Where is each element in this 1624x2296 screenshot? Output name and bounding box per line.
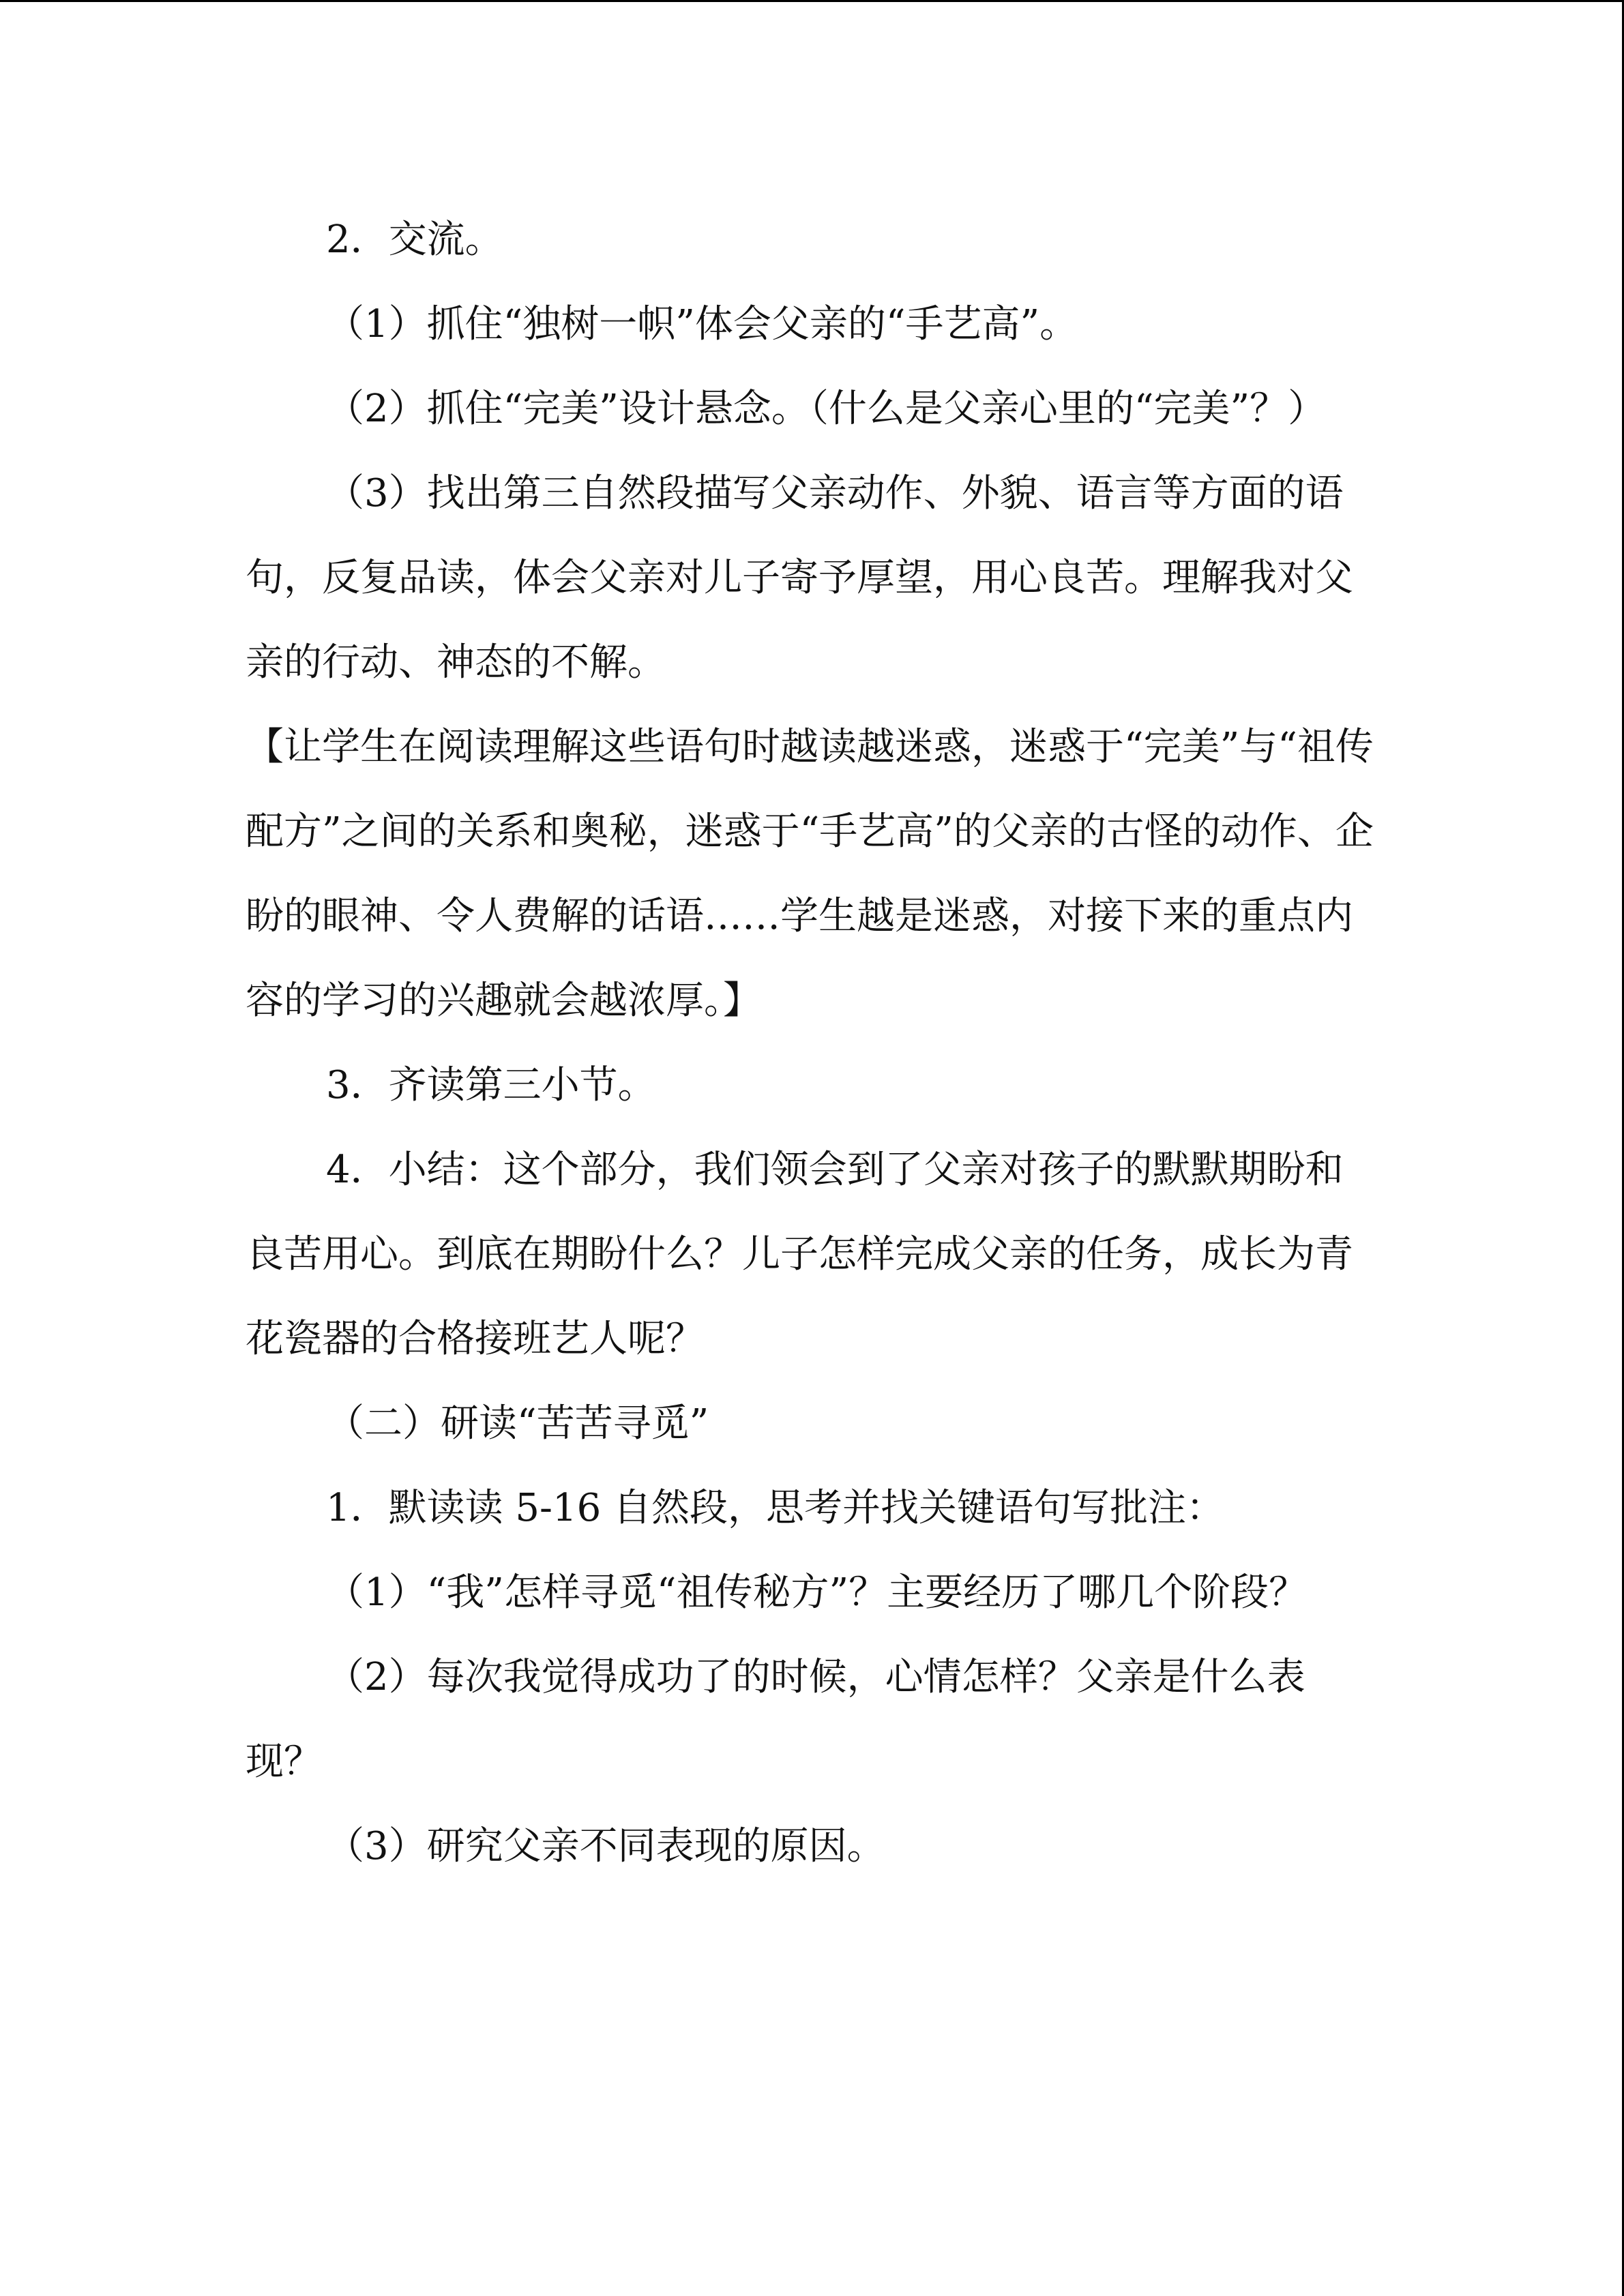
question-1: （1）“我”怎样寻觅“祖传秘方”？主要经历了哪几个阶段？ [326,1570,1308,1615]
question-2: （2）每次我觉得成功了的时候，心情怎样？父亲是什么表现？ [246,1655,1305,1784]
page-top-border [0,0,1624,2]
paragraph-read-aloud: 3．齐读第三小节。 [326,1063,656,1107]
paragraph-exchange: 2．交流。 [326,218,503,262]
paragraph-silent-reading: 1．默读读 5-16 自然段，思考并找关键语句写批注： [326,1486,1225,1530]
document-body [246,198,1378,1889]
paragraph-point-3: （3）找出第三自然段描写父亲动作、外貌、语言等方面的语句，反复品读，体会父亲对儿子寄予厚望，用心良苦。理解我对父亲的行动、神态的不解。 [246,471,1353,685]
paragraph-point-2: （2）抓住“完美”设计悬念。（什么是父亲心里的“完美”？） [326,387,1327,431]
paragraph-point-1: （1）抓住“独树一帜”体会父亲的“手艺高”。 [326,302,1078,346]
paragraph-summary: 4．小结：这个部分，我们领会到了父亲对孩子的默默期盼和良苦用心。到底在期盼什么？儿子怎样完成父亲的任务，成长为青花瓷器的合格接班艺人呢？ [246,1148,1353,1361]
paragraph-teaching-note: 【让学生在阅读理解这些语句时越读越迷惑，迷惑于“完美”与“祖传配方”之间的关系和奥秘，迷惑于“手艺高”的父亲的古怪的动作、企盼的眼神、令人费解的话语……学生越是迷惑，对接下来的重点内容的学习的兴趣就会越浓厚。】 [246,725,1374,1023]
section-heading: （二）研读“苦苦寻觅” [326,1401,709,1446]
question-3: （3）研究父亲不同表现的原因。 [326,1824,885,1868]
